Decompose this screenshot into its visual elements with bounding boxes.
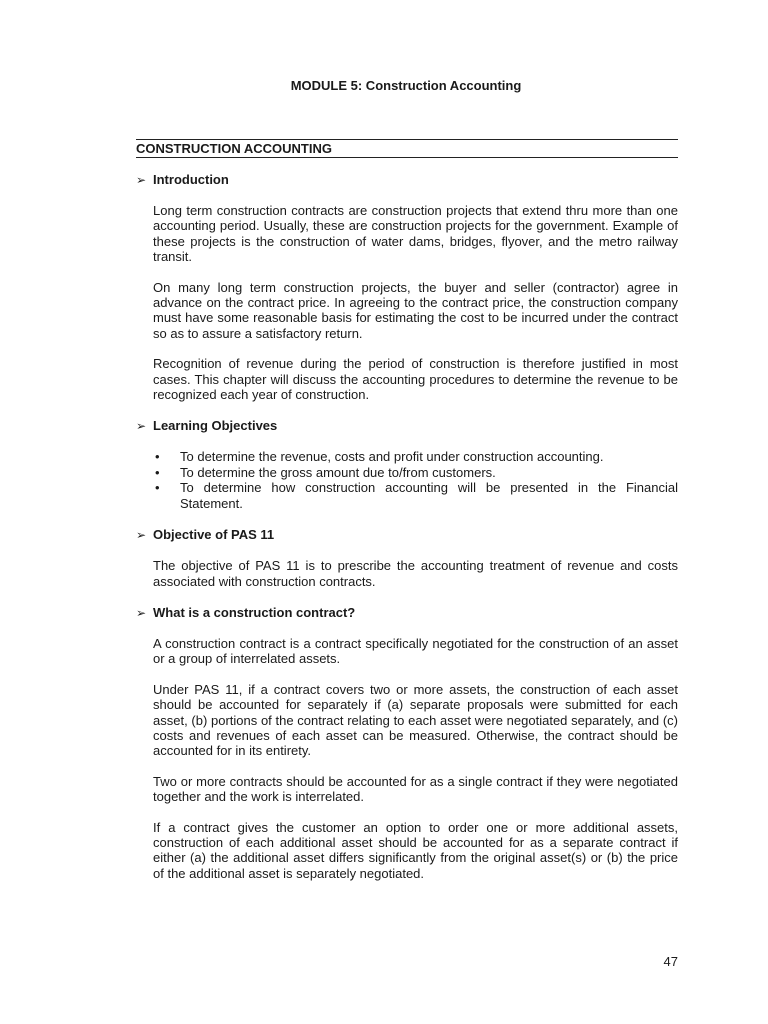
bullet-dot-icon: • [155, 480, 160, 496]
arrow-bullet-icon: ➢ [136, 528, 147, 543]
subheading-construction-contract [136, 604, 678, 622]
subheading-learning-objectives [136, 417, 678, 435]
page-number: 47 [663, 954, 678, 969]
paragraph: The objective of PAS 11 is to prescribe the accounting treatment of revenue and costs associated with construction contracts. [153, 558, 678, 589]
paragraph: Under PAS 11, if a contract covers two or more assets, the construction of each asset should be accounted for separately if (a) separate proposals were submitted for each asset, (b) portions of the contract relating to each asset were negotiated separately, and (c) costs and revenues of each asset can be measured. Otherwise, the contract should be accounted for in its entirety. [153, 681, 678, 759]
subheading-label: Objective of PAS 11 [153, 527, 275, 543]
bullet-dot-icon: • [155, 464, 160, 480]
heading-bottom-rule [136, 157, 678, 158]
section-heading: CONSTRUCTION ACCOUNTING [136, 141, 332, 156]
arrow-bullet-icon: ➢ [136, 419, 147, 434]
arrow-bullet-icon: ➢ [136, 173, 147, 187]
bullet-dot-icon: • [155, 449, 160, 465]
paragraph: Two or more contracts should be accounted for as a single contract if they were negotiated together and the work is interrelated. [153, 773, 678, 805]
subheading-introduction [136, 171, 678, 189]
subheading-label: Introduction [153, 172, 229, 187]
arrow-bullet-icon: ➢ [136, 605, 147, 620]
subheading-label: What is a construction contract? [153, 604, 356, 620]
heading-top-rule [136, 139, 678, 140]
objectives-list [153, 449, 678, 511]
list-item [153, 449, 678, 464]
list-item-text: To determine the gross amount due to/from customers. [180, 464, 496, 480]
paragraph: A construction contract is a contract specifically negotiated for the construction of an asset or a group of interrelated assets. [153, 635, 678, 667]
subheading-label: Learning Objectives [153, 418, 278, 434]
subheading-objective-pas11 [136, 526, 678, 544]
list-item [153, 465, 678, 480]
list-item-text: To determine how construction accounting will be presented in the Financial Statement. [180, 480, 678, 511]
paragraph: Recognition of revenue during the period of construction is therefore justified in most cases. This chapter will discuss the accounting procedures to determine the revenue to be recognized each year of construction. [153, 356, 678, 403]
content-body [136, 171, 678, 896]
list-item [153, 480, 678, 511]
paragraph: Long term construction contracts are construction projects that extend thru more than one accounting period. Usually, these are construction projects for the government. Example of these projects is the construction of water dams, bridges, flyover, and the metro railway transit. [153, 203, 678, 265]
module-title: MODULE 5: Construction Accounting [290, 78, 522, 93]
list-item-text: To determine the revenue, costs and profit under construction accounting. [180, 449, 604, 465]
paragraph: On many long term construction projects, the buyer and seller (contractor) agree in advance on the contract price. In agreeing to the contract price, the construction company must have some reasonable basis for estimating the cost to be incurred under the contract so as to assure a satisfactory return. [153, 279, 678, 341]
paragraph: If a contract gives the customer an option to order one or more additional assets, construction of each additional asset should be accounted for as a separate contract if either (a) the additional asset differs significantly from the original asset(s) or (b) the price of the additional asset is separately negotiated. [153, 819, 678, 881]
